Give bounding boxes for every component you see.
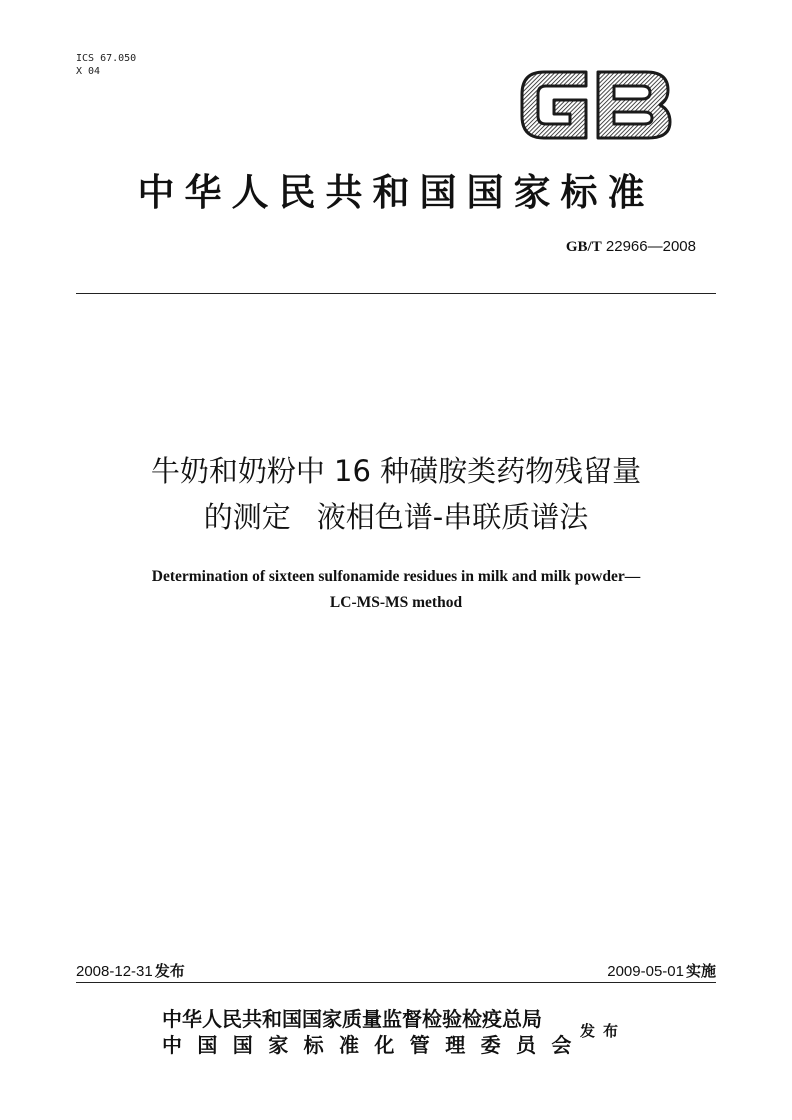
standard-number	[566, 238, 696, 256]
issue-date-value: 2008-12-31	[76, 963, 153, 980]
issuer-aqsiq: 中华人民共和国国家质量监督检验检疫总局	[162, 1007, 542, 1031]
implementation-date-value: 2009-05-01	[607, 963, 684, 980]
issuing-authorities	[162, 1006, 587, 1058]
issuer-sac: 中国国家标准化管理委员会	[162, 1033, 587, 1057]
publish-label: 发布	[580, 1022, 627, 1040]
classification-codes	[76, 52, 136, 78]
ccs-code: X 04	[76, 66, 101, 77]
footer-divider	[76, 982, 716, 983]
title-chinese-line2	[60, 494, 732, 540]
title-english-line2: LC-MS-MS method	[329, 594, 463, 611]
gb-logo-icon	[514, 62, 676, 148]
national-standard-heading: 中华人民共和国国家标准	[137, 170, 655, 214]
title-chinese	[60, 448, 732, 540]
standard-number-value: 22966—2008	[605, 238, 696, 255]
standard-number-prefix: GB/T	[565, 239, 602, 255]
title-chinese-line2-part1: 的测定	[203, 500, 291, 534]
title-english-line1: Determination of sixteen sulfonamide residues in milk and milk powder—	[151, 568, 641, 585]
issue-date	[76, 960, 185, 981]
implementation-date	[607, 960, 716, 981]
title-chinese-line2-part2: 液相色谱-串联质谱法	[316, 500, 589, 534]
title-english	[60, 564, 732, 616]
ics-code: ICS 67.050	[76, 53, 137, 64]
title-chinese-line1: 牛奶和奶粉中 16 种磺胺类药物残留量	[150, 454, 642, 488]
issue-date-label: 发布	[154, 962, 185, 980]
implementation-date-label: 实施	[685, 962, 716, 980]
header-divider	[76, 293, 716, 294]
